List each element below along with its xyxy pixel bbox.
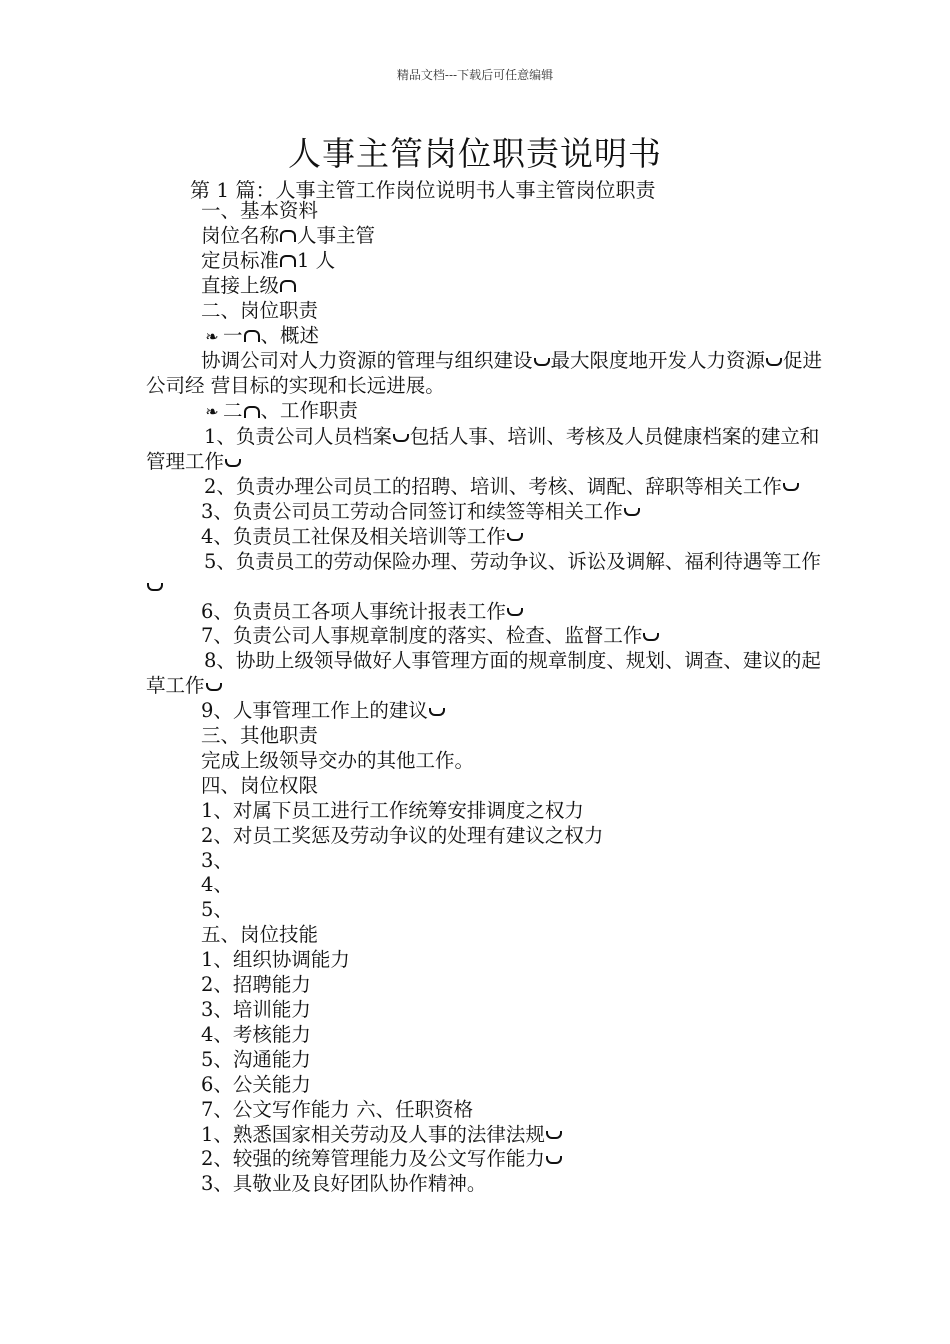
arc-mark-icon bbox=[280, 230, 296, 242]
document-body bbox=[146, 199, 826, 1197]
duty-text: 9、人事管理工作上的建议 bbox=[201, 699, 428, 723]
duty-text: 8、协助上级领导做好人事管理方面的规章制度、规划、调查、建议的起草工作 bbox=[146, 649, 821, 698]
document-subtitle: 第 1 篇：人事主管工作岗位说明书人事主管岗位职责 bbox=[190, 178, 656, 202]
mark-icon bbox=[507, 533, 523, 541]
basic-post-name bbox=[146, 224, 826, 249]
skill-item: 3、培训能力 bbox=[201, 998, 311, 1021]
authority-item: 5、 bbox=[201, 898, 233, 922]
overview-text: 协调公司对人力资源的管理与组织建设 bbox=[201, 349, 533, 373]
mark-icon bbox=[225, 459, 241, 467]
overview-text: 最大限度地开发人力资源 bbox=[550, 349, 766, 373]
mark-icon bbox=[393, 434, 409, 442]
duty-text: 包括人事、培训、考核及人员健康档案的建立和管理工作 bbox=[146, 425, 820, 474]
authority-item: 3、 bbox=[201, 848, 233, 872]
duty-text: 3、负责公司员工劳动合同签订和续签等相关工作 bbox=[201, 499, 623, 523]
duty-item bbox=[146, 649, 826, 699]
overview-paragraph bbox=[146, 349, 826, 399]
mark-icon bbox=[507, 608, 523, 616]
document-title: 人事主管岗位职责说明书 bbox=[288, 134, 662, 173]
duty-item bbox=[146, 425, 826, 475]
duty-text: 4、负责员工社保及相关培训等工作 bbox=[201, 524, 506, 548]
qualification-item bbox=[146, 1147, 826, 1172]
duty-text: 5、负责员工的劳动保险办理、劳动争议、诉讼及调解、福利待遇等工作 bbox=[204, 549, 821, 573]
ornament-bullet-icon: ❧ bbox=[205, 326, 219, 346]
skill-item: 4、考核能力 bbox=[201, 1022, 311, 1046]
duty-item bbox=[146, 699, 826, 724]
skill-item: 1、组织协调能力 bbox=[201, 948, 350, 972]
superior-label: 直接上级 bbox=[201, 273, 280, 297]
skill-item: 6、公关能力 bbox=[201, 1072, 311, 1096]
subsection-overview bbox=[146, 324, 826, 350]
mark-icon bbox=[546, 1156, 562, 1164]
qualification-item bbox=[146, 1123, 826, 1148]
mark-icon bbox=[147, 583, 163, 591]
arc-mark-icon bbox=[280, 255, 296, 267]
duty-item bbox=[146, 624, 826, 649]
duty-item bbox=[146, 600, 826, 625]
skill-text: 7、公文写作能力 bbox=[201, 1097, 350, 1121]
section-heading: 一、基本资料 bbox=[201, 199, 319, 222]
mark-icon bbox=[624, 508, 640, 516]
ornament-bullet-icon: ❧ bbox=[205, 402, 219, 422]
bracket-mark-icon bbox=[244, 406, 260, 418]
basic-staff bbox=[146, 249, 826, 274]
qualification-item: 3、具敬业及良好团队协作精神。 bbox=[201, 1172, 487, 1196]
mark-icon bbox=[643, 633, 659, 641]
duty-text: 1、负责公司人员档案 bbox=[204, 425, 392, 449]
section-heading: 二、岗位职责 bbox=[201, 298, 319, 322]
subsection-number: 二 bbox=[223, 399, 243, 423]
duty-text: 2、负责办理公司员工的招聘、培训、考核、调配、辞职等相关工作 bbox=[204, 474, 782, 498]
mark-icon bbox=[766, 358, 782, 366]
authority-item: 1、对属下员工进行工作统筹安排调度之权力 bbox=[201, 798, 584, 822]
basic-superior bbox=[146, 274, 826, 299]
qualification-text: 1、熟悉国家相关劳动及人事的法律法规 bbox=[201, 1122, 545, 1146]
staff-value: 1 人 bbox=[297, 248, 336, 272]
skill-item bbox=[146, 1098, 826, 1123]
duty-item bbox=[146, 475, 826, 500]
mark-icon bbox=[546, 1131, 562, 1139]
authority-item: 4、 bbox=[201, 873, 233, 897]
section-heading: 三、其他职责 bbox=[201, 724, 319, 748]
overview-text: 促进公司经 营目标的实现和长远进展。 bbox=[146, 349, 823, 398]
subsection-duties bbox=[146, 399, 826, 425]
page-header: 精品文档---下载后可任意编辑 bbox=[396, 68, 554, 82]
section-heading: 四、岗位权限 bbox=[201, 773, 319, 797]
section-heading: 六、任职资格 bbox=[356, 1097, 474, 1121]
duty-item bbox=[146, 525, 826, 550]
duty-item bbox=[146, 500, 826, 525]
mark-icon bbox=[206, 683, 222, 691]
subsection-number: 一 bbox=[223, 323, 243, 347]
skill-item: 5、沟通能力 bbox=[201, 1047, 311, 1071]
subsection-label: 、工作职责 bbox=[260, 399, 359, 423]
subsection-label: 、概述 bbox=[260, 323, 320, 347]
mark-icon bbox=[429, 708, 445, 716]
arc-mark-icon bbox=[280, 280, 296, 292]
skill-item: 2、招聘能力 bbox=[201, 973, 311, 997]
section-heading: 五、岗位技能 bbox=[201, 923, 319, 947]
other-duty: 完成上级领导交办的其他工作。 bbox=[201, 748, 475, 772]
mark-icon bbox=[783, 483, 799, 491]
duty-text: 6、负责员工各项人事统计报表工作 bbox=[201, 599, 506, 623]
post-name-value: 人事主管 bbox=[297, 223, 376, 247]
mark-icon bbox=[534, 358, 550, 366]
staff-label: 定员标准 bbox=[201, 248, 280, 272]
duty-text: 7、负责公司人事规章制度的落实、检查、监督工作 bbox=[201, 624, 643, 648]
qualification-text: 2、较强的统筹管理能力及公文写作能力 bbox=[201, 1147, 545, 1171]
bracket-mark-icon bbox=[244, 330, 260, 342]
duty-item bbox=[146, 550, 826, 600]
post-name-label: 岗位名称 bbox=[201, 223, 280, 247]
authority-item: 2、对员工奖惩及劳动争议的处理有建议之权力 bbox=[201, 823, 604, 847]
